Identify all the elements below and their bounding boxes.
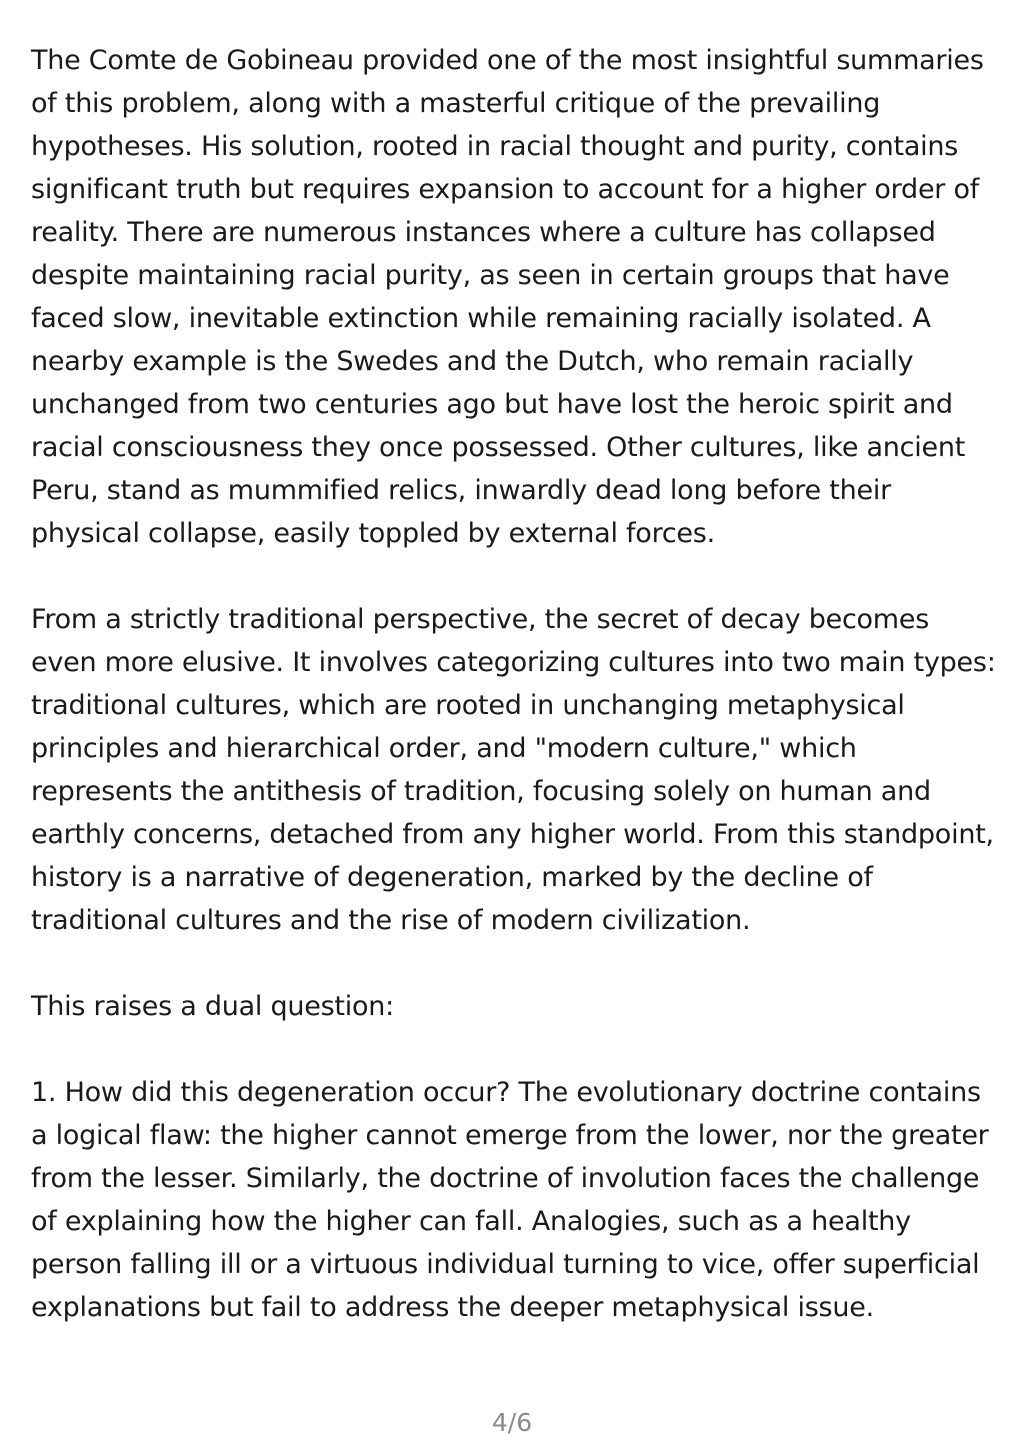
paragraph-traditional-perspective: From a strictly traditional perspective, the secret of decay becomes even more elusive. It involves categorizing cultures into two main types: traditional cultures, which are rooted in unchanging metaphysical principles and hierarchical order, and "modern culture," which represents the antithesis of tradition, focusing solely on human and earthly concerns, detached from any higher world. From this standpoint, history is a narrative of degeneration, marked by the decline of traditional cultures and the rise of modern civilization. bbox=[31, 604, 996, 936]
paragraph-dual-question: This raises a dual question: bbox=[31, 991, 394, 1022]
paragraph-gobineau: The Comte de Gobineau provided one of the most insightful summaries of this problem, along with a masterful critique of the prevailing hypotheses. His solution, rooted in racial thought and purity, contains significant truth but requires expansion to account for a higher order of reality. There are numerous instances where a culture has collapsed despite maintaining racial purity, as seen in certain groups that have faced slow, inevitable extinction while remaining racially isolated. A nearby example is the Swedes and the Dutch, who remain racially unchanged from two centuries ago but have lost the heroic spirit and racial consciousness they once possessed. Other cultures, like ancient Peru, stand as mummified relics, inwardly dead long before their physical collapse, easily toppled by external forces. bbox=[31, 45, 984, 549]
page-indicator: 4/6 bbox=[491, 1408, 533, 1437]
document-page bbox=[31, 39, 997, 1329]
paragraph-question-one: 1. How did this degeneration occur? The evolutionary doctrine contains a logical flaw: the higher cannot emerge from the lower, nor the greater from the lesser. Similarly, the doctrine of involution faces the challenge of explaining how the higher can fall. Analogies, such as a healthy person falling ill or a virtuous individual turning to vice, offer superficial explanations but fail to address the deeper metaphysical issue. bbox=[31, 1077, 989, 1323]
